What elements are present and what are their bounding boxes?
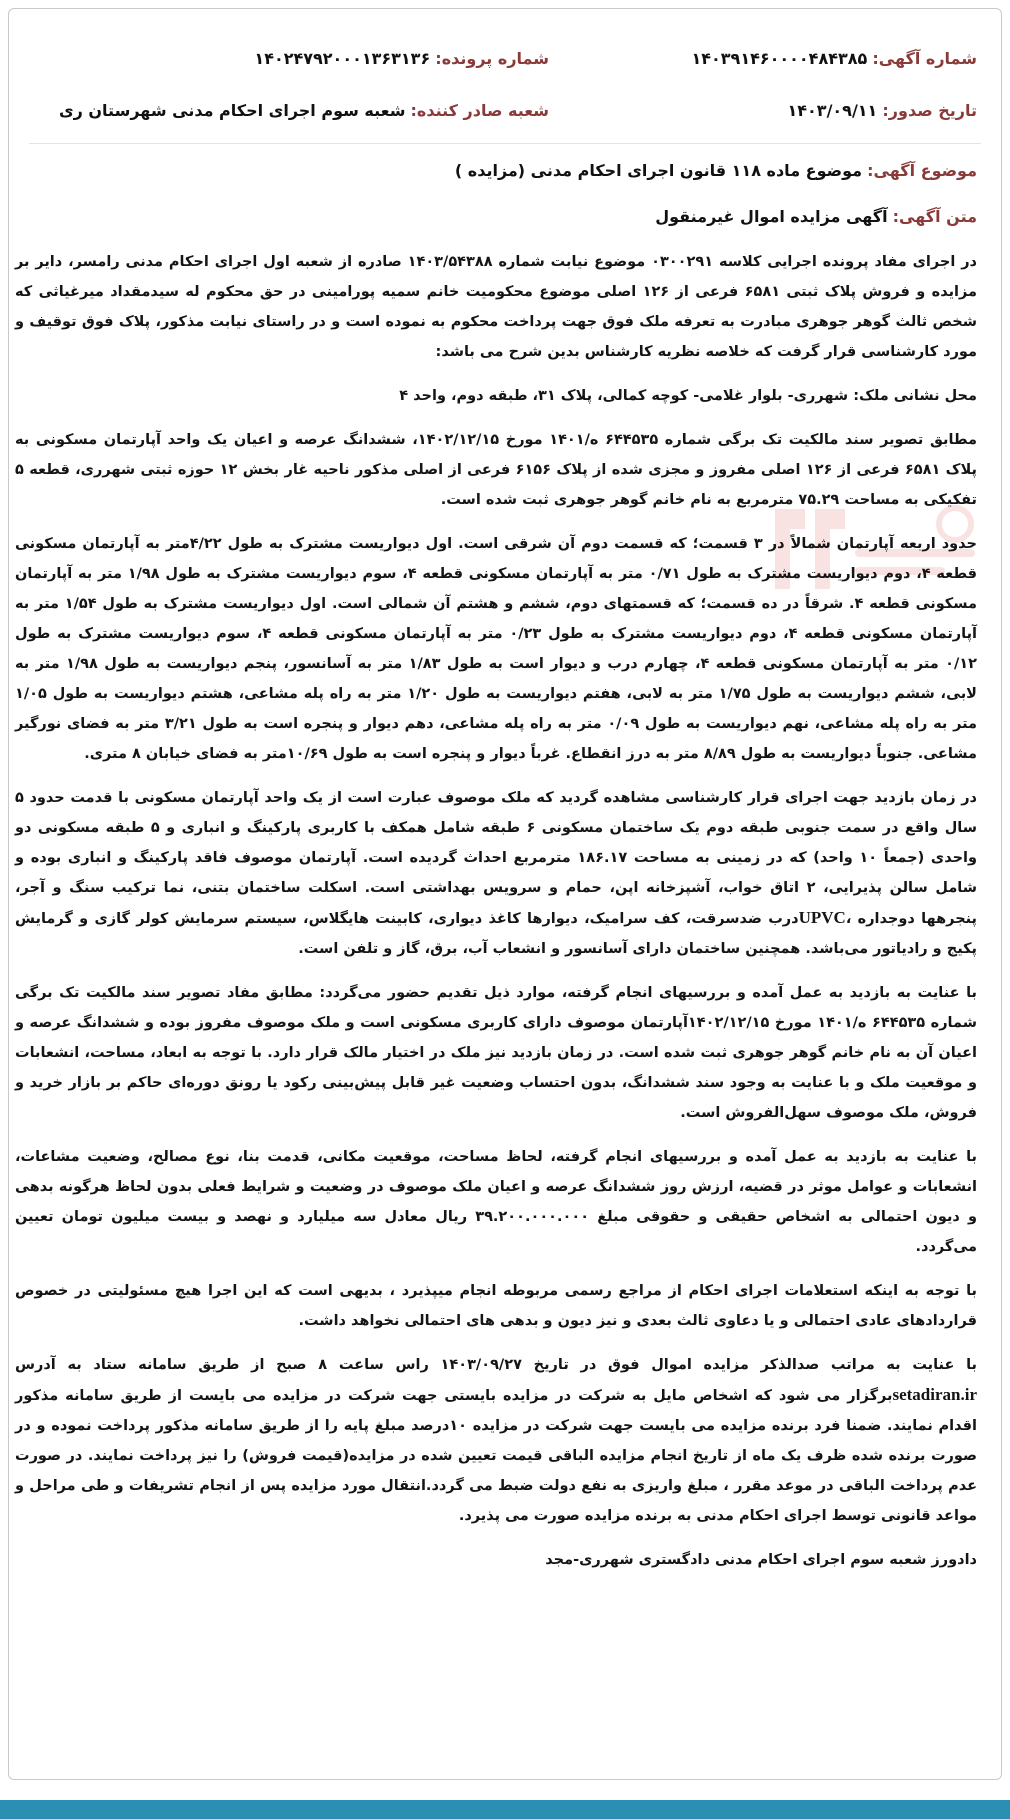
body-paragraph-case: در اجرای مفاد پرونده اجرایی کلاسه ۰۳۰۰۲۹۱ موضوع نیابت شماره ۱۴۰۳/۵۴۳۸۸ صادره از شعبه اول اجرای احکام مدنی رامسر، دایر بر مزایده و فروش پلاک ثبتی ۶۵۸۱ فرعی از ۱۲۶ اصلی موضوع محکومیت خانم سمیه پورامینی در حق محکوم له سیدمقداد میرغیاثی که شخص ثالث گوهر جوهری مبادرت به تعرفه ملک فوق جهت پرداخت محکوم به نموده است و در راستای نیابت مذکور، پلاک فوق توقیف و مورد کارشناسی قرار گرفت که خلاصه نظریه کارشناس بدین شرح می باشد: xyxy=(15,254,977,360)
file-number-value: ۱۴۰۲۴۷۹۲۰۰۰۱۳۶۳۱۳۶ xyxy=(254,49,431,68)
body-paragraph-address: محل نشانی ملک: شهرری- بلوار غلامی- کوچه کمالی، پلاک ۳۱، طبقه دوم، واحد ۴ xyxy=(399,388,977,404)
auction-text-end: برگزار می شود که اشخاص مایل به شرکت در مزایده بایستی جهت شرکت در مزایده می بایست از طریق سامانه مذکور اقدام نمایند. ضمنا فرد برنده مزایده می بایست جهت شرکت در مزایده ۱۰درصد مبلغ پایه را از طریق سامانه مذکور پرداخت نموده و در صورت برنده شده ظرف یک ماه از تاریخ انجام مزایده الباقی قیمت تعیین شده در مزایده(قیمت فروش) را نیز پرداخت نمایند. در صورت عدم پرداخت الباقی در موعد مقرر ، مبلغ واریزی به نفع دولت ضبط می گردد.انتقال مورد مزایده پس از انجام تشریفات و طی مراحل و مواعد قانونی توسط اجرای احکام مدنی به برنده مزایده صورت می پذیرد. xyxy=(15,1388,977,1524)
auction-text-start: با عنایت به مراتب صدالذکر مزایده اموال فوق در تاریخ ۱۴۰۳/۰۹/۲۷ راس ساعت ۸ صبح از طریق سامانه ستاد به آدرس xyxy=(15,1357,977,1373)
issuer-value: شعبه سوم اجرای احکام مدنی شهرستان ری xyxy=(58,101,406,120)
ad-body xyxy=(15,247,977,1589)
file-number-row xyxy=(254,49,549,68)
subject-value: موضوع ماده ۱۱۸ قانون اجرای احکام مدنی (مزایده ) xyxy=(454,161,863,180)
issue-date-row xyxy=(788,101,978,120)
body-paragraph-boundaries: حدود اربعه آپارتمان شمالاً در ۳ قسمت؛ که قسمت دوم آن شرقی است. اول دیواریست مشترک به طول ۴/۲۲متر به آپارتمان مسکونی قطعه ۴، دوم دیواریست مشترک به طول ۰/۷۱ متر به آپارتمان مسکونی قطعه ۴، سوم دیواریست مشترک به طول ۱/۹۸ متر به آپارتمان مسکونی قطعه ۴. شرقاً در ده قسمت؛ که قسمتهای دوم، ششم و هشتم آن شمالی است. اول دیواریست مشترک به طول ۱/۵۴ متر به آپارتمان مسکونی قطعه ۴، دوم دیواریست مشترک به طول ۰/۲۳ متر به آپارتمان مسکونی قطعه ۴، سوم دیواریست مشترک به طول ۰/۱۲ متر به آپارتمان مسکونی قطعه ۴، چهارم درب و دیوار است به طول ۱/۸۳ متر به آسانسور، پنجم دیواریست به طول ۱/۹۸ متر به لابی، ششم دیواریست به طول ۱/۷۵ متر به لابی، هفتم دیواریست به طول ۱/۲۰ متر به راه پله مشاعی، هشتم دیواریست به طول ۱/۰۵ متر به راه پله مشاعی، نهم دیواریست به طول ۰/۰۹ متر به راه پله مشاعی، دهم دیوار و پنجره است به طول ۳/۲۱ متر به فضای نورگیر مشاعی. جنوباً دیواریست به طول ۸/۸۹ متر به درز انقطاع. غرباً دیوار و پنجره است به طول ۱۰/۶۹متر به فضای خیابان ۸ متری. xyxy=(15,536,978,762)
inspection-text-end: درب ضدسرقت، کف سرامیک، دیوارها کاغذ دیواری، کابینت هایگلاس، سیستم سرمایش کولر گازی و گرمایش پکیج و رادیاتور می‌باشد. همچنین ساختمان دارای آسانسور و انشعاب آب، برق، گاز و تلفن است. xyxy=(15,911,977,957)
body-paragraph-ownership: با عنایت به بازدید به عمل آمده و بررسیهای انجام گرفته، موارد ذیل تقدیم حضور می‌گردد: مطابق مفاد تصویر سند مالکیت تک برگی شماره ۶۴۴۵۳۵ ه/۱۴۰۱ مورخ ۱۴۰۲/۱۲/۱۵آپارتمان موصوف دارای کاربری مسکونی است و ملک موصوف مفروز بوده و ششدانگ عرصه و اعیان آن به نام خانم گوهر جوهری ثبت شده است. در زمان بازدید نیز ملک در اختیار مالک قرار دارد. با توجه به ابعاد، مساحت، انشعابات و موقعیت ملک و با عنایت به وجود سند ششدانگ، بدون احتساب وضعیت غیر قابل پیش‌بینی رکود یا رونق دوره‌ای حاکم بر بازار خرید و فروش، ملک موصوف سهل‌الفروش است. xyxy=(15,985,977,1121)
subject-row xyxy=(455,161,977,180)
body-paragraph-deed: مطابق تصویر سند مالکیت تک برگی شماره ۶۴۴۵۳۵ ه/۱۴۰۱ مورخ ۱۴۰۲/۱۲/۱۵، ششدانگ عرصه و اعیان یک واحد آپارتمان مسکونی به پلاک ۶۵۸۱ فرعی از ۱۲۶ اصلی مفروز و مجزی شده از پلاک ۶۱۵۶ فرعی از اصلی مذکور ناحیه غار بخش ۱۲ حوزه ثبتی شهرری، قطعه ۵ تفکیکی به مساحت ۷۵.۲۹ مترمربع به نام خانم گوهر جوهری ثبت شده است. xyxy=(15,432,978,508)
body-paragraph-liability: با توجه به اینکه استعلامات اجرای احکام از مراجع رسمی مربوطه انجام میپذیرد ، بدیهی است که این اجرا هیچ مسئولیتی در خصوص قراردادهای عادی احتمالی و یا دعاوی ثالث بعدی و نیز دیون و بدهی های احتمالی نخواهد داشت. xyxy=(15,1283,977,1329)
text-title-row xyxy=(655,207,977,226)
auction-website-link[interactable]: setadiran.ir xyxy=(892,1385,977,1404)
text-title-label: متن آگهی: xyxy=(892,207,977,226)
body-paragraph-valuation: با عنایت به بازدید به عمل آمده و بررسیهای انجام گرفته، لحاظ مساحت، موقعیت مکانی، قدمت بنا، نوع مصالح، وضعیت مشاعات، انشعابات و عوامل موثر در قضیه، ارزش روز ششدانگ عرصه و اعیان ملک موصوف در وضعیت و شرایط فعلی بدون لحاظ هرگونه بدهی و دیون احتمالی به اشخاص حقیقی و حقوقی مبلغ ۳۹.۲۰۰.۰۰۰.۰۰۰ ریال معادل سه میلیارد و نهصد و بیست میلیون تومان تعیین می‌گردد. xyxy=(15,1149,977,1255)
footer-strip xyxy=(0,1800,1010,1819)
ad-number-row xyxy=(691,49,977,68)
ad-number-value: ۱۴۰۳۹۱۴۶۰۰۰۰۴۸۴۳۸۵ xyxy=(691,49,868,68)
issuer-row xyxy=(59,101,549,120)
ad-number-label: شماره آگهی: xyxy=(872,49,977,68)
file-number-label: شماره پرونده: xyxy=(435,49,549,68)
issue-date-label: تاریخ صدور: xyxy=(882,101,977,120)
issuer-label: شعبه صادر کننده: xyxy=(410,101,549,120)
issue-date-value: ۱۴۰۳/۰۹/۱۱ xyxy=(787,101,878,120)
subject-label: موضوع آگهی: xyxy=(867,161,977,180)
signature-line: دادورز شعبه سوم اجرای احکام مدنی دادگستری شهرری-مجد xyxy=(545,1552,977,1568)
body-paragraph-inspection xyxy=(15,783,977,964)
inspection-text-start: در زمان بازدید جهت اجرای قرار کارشناسی مشاهده گردید که ملک موصوف عبارت است از یک واحد آپارتمان مسکونی با قدمت حدود ۵ سال واقع در سمت جنوبی طبقه دوم یک ساختمان مسکونی ۶ طبقه شامل همکف با کاربری پارکینگ و انباری و ۵ طبقه مسکونی دو واحدی (جمعاً ۱۰ واحد) که در زمینی به مساحت ۱۸۶.۱۷ مترمربع احداث گردیده است. آپارتمان موصوف فاقد پارکینگ و انباری بوده و شامل سالن پذیرایی، ۲ اتاق خواب، آشپزخانه اپن، حمام و سرویس بهداشتی است. اسکلت ساختمان بتنی، نما ترکیب سنگ و آجر، پنجرهها دوجداره ، xyxy=(15,790,978,927)
text-title-value: آگهی مزایده اموال غیرمنقول xyxy=(655,207,888,226)
body-paragraph-auction xyxy=(15,1350,977,1531)
header-divider xyxy=(29,143,981,144)
inspection-upvc-term: UPVC xyxy=(798,908,846,927)
ad-card xyxy=(8,8,1002,1780)
